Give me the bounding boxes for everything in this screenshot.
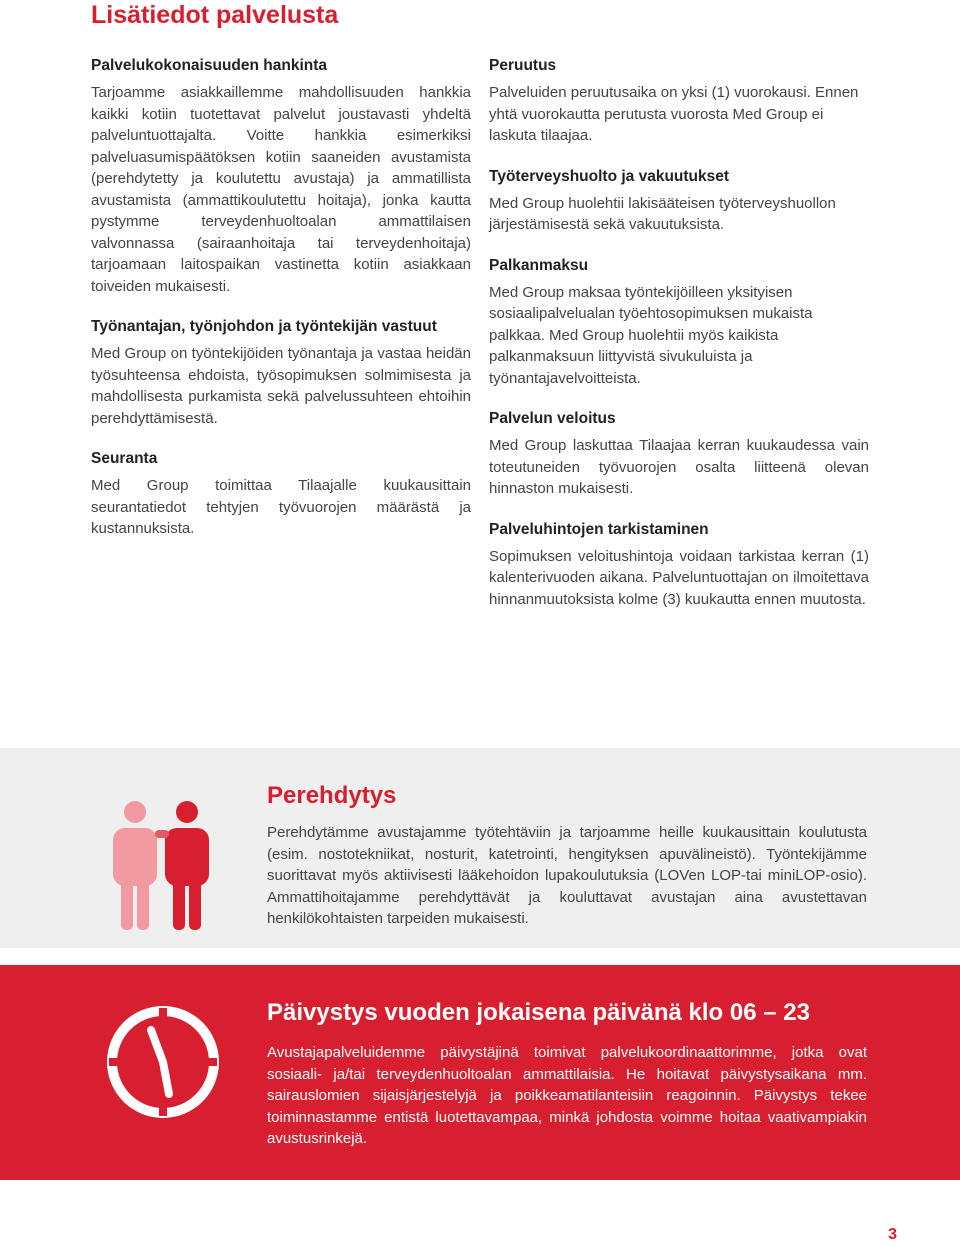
section-hankinta <box>91 56 471 297</box>
section-body: Tarjoamme asiakkaillemme mahdollisuuden hankkia kaikki kotiin tuotettavat palvelut joustavasti yhdeltä palveluntuottajalta. Voitte hankkia esimerkiksi palveluasumispäätöksen kotiin saaneiden avustamista (perehdytetty ja koulutettu avustaja) ja ammatillista avustamista (ammattikoulutettu hoitaja), jonka kautta pystymme terveydenhuoltoalan ammattilaisen valvonnassa (sairaanhoitaja tai terveydenhoitaja) tarjoamaan laitospaikan vastinetta kotiin asiakkaan toiveiden mukaisesti. <box>91 84 471 295</box>
section-heading: Peruutus <box>489 57 557 74</box>
left-column <box>91 56 471 560</box>
page-number: 3 <box>888 1226 897 1243</box>
section-veloitus <box>489 409 869 500</box>
section-peruutus <box>489 56 869 147</box>
section-body: Med Group maksaa työntekijöilleen yksityisen sosiaalipalvelualan työehtosopimuksen mukaista palkkaa. Med Group huolehtii myös kaikista palkanmaksuun liittyvistä sivukuluista ja työnantajavelvoitteista. <box>489 283 813 387</box>
section-body: Sopimuksen veloitushintoja voidaan tarkistaa kerran (1) kalenterivuoden aikana. Palveluntuottajan on ilmoitettava hinnanmuutoksista kolme (3) kuukautta ennen muutosta. <box>489 547 869 608</box>
section-heading: Työnantajan, työnjohdon ja työntekijän vastuut <box>91 318 437 335</box>
section-body: Med Group toimittaa Tilaajalle kuukausittain seurantatiedot tehtyjen työvuorojen määrästä ja kustannuksista. <box>91 477 471 537</box>
section-body: Med Group huolehtii lakisääteisen työterveyshuollon järjestämisestä sekä vakuutuksista. <box>489 194 836 233</box>
section-vastuut <box>91 317 471 429</box>
section-heading: Palkanmaksu <box>489 256 589 274</box>
paivystys-title: Päivystys vuoden jokaisena päivänä klo 06 – 23 <box>267 999 810 1026</box>
clock-icon <box>103 1002 223 1122</box>
section-tyoterveys <box>489 167 869 236</box>
section-heading: Palveluhintojen tarkistaminen <box>489 520 709 538</box>
page-title: Lisätiedot palvelusta <box>91 1 339 29</box>
section-palkanmaksu <box>489 256 869 390</box>
paivystys-body: Avustajapalveluidemme päivystäjinä toimivat palvelukoordinaattorimme, jotka ovat sosiaali- ja/tai terveydenhuoltoalan ammattilaisia. He hoitavat päivystysaikana mm. sairauslomien sijaisjärjestelyjä ja poikkeamatilanteisiin reagoinnin. Päivystys tekee toiminnastamme entistä luotettavampaa, minkä johdosta voimme hoitaa vaativampiakin avustusrinkejä. <box>267 1044 867 1147</box>
section-body: Med Group on työntekijöiden työnantaja ja vastaa heidän työsuhteensa ehdoista, työsopimuksen solmimisesta ja mahdollisesta purkamista sekä palvelussuhteen ehtoihin perehdyttämisestä. <box>91 345 471 427</box>
perehdytys-title: Perehdytys <box>267 782 397 809</box>
section-heading: Palvelun veloitus <box>489 410 616 427</box>
section-heading: Palvelukokonaisuuden hankinta <box>91 57 328 74</box>
right-column <box>489 56 869 630</box>
section-body: Med Group laskuttaa Tilaajaa kerran kuukaudessa vain toteutuneiden työvuorojen osalta liitteenä olevan hinnaston mukaisesti. <box>489 437 869 497</box>
section-seuranta <box>91 449 471 540</box>
section-hintojen-tarkistaminen <box>489 520 869 611</box>
perehdytys-body: Perehdytämme avustajamme työtehtäviin ja tarjoamme heille kuukausittain koulutusta (esim. nostotekniikat, nosturit, katetrointi, hengityksen apuvälineistö). Työntekijämme suorittavat myös aktiivisesti lääkehoidon lupakoulutuksia (LOVen LOP-tai miniLOP-osio). Ammattihoitajamme perehdyttävät ja kouluttavat avustajan aina avustettavan henkilökohtaisten tarpeiden mukaisesti. <box>267 824 867 927</box>
section-body: Palveluiden peruutusaika on yksi (1) vuorokausi. Ennen yhtä vuorokautta perutusta vuorosta Med Group ei laskuta tilaajaa. <box>489 84 859 144</box>
section-heading: Työterveyshuolto ja vakuutukset <box>489 167 730 185</box>
section-heading: Seuranta <box>91 450 158 467</box>
people-icon <box>103 800 223 940</box>
